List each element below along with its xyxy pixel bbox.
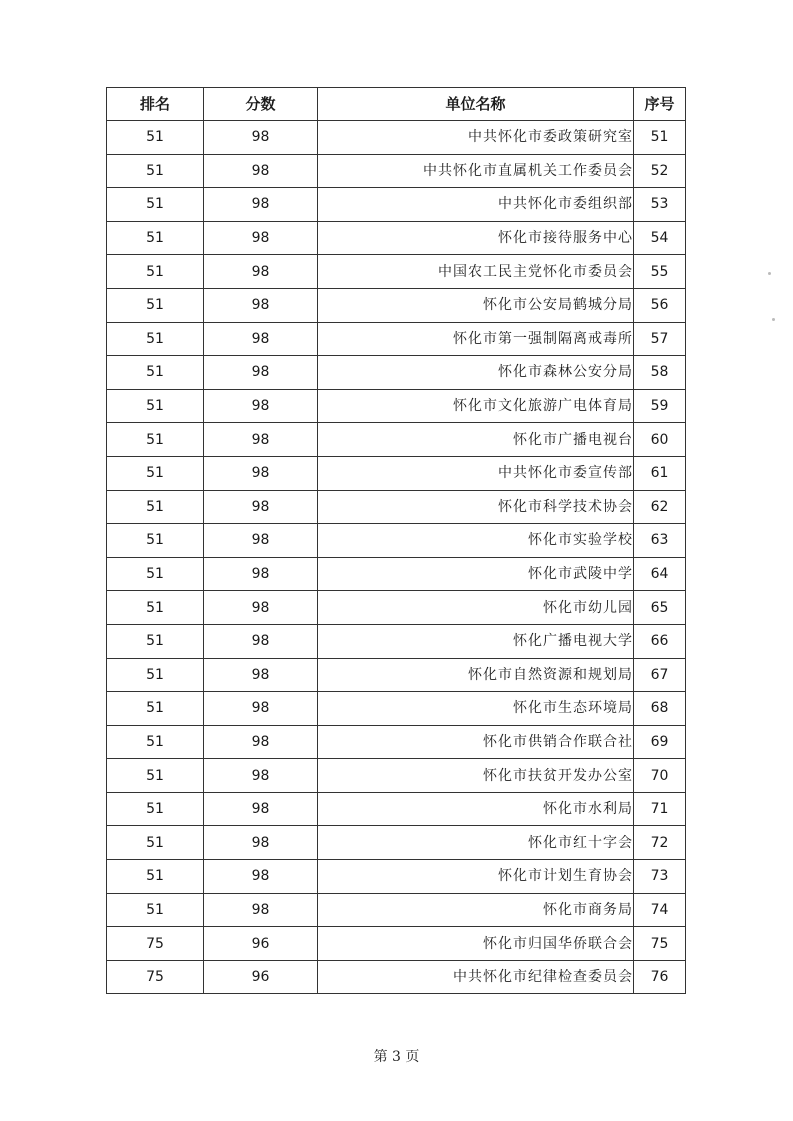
cell-name: 怀化市自然资源和规划局	[318, 658, 634, 692]
cell-no: 52	[634, 154, 686, 188]
cell-no: 57	[634, 322, 686, 356]
cell-score: 98	[204, 188, 318, 222]
cell-rank: 51	[107, 524, 204, 558]
cell-no: 69	[634, 725, 686, 759]
cell-no: 73	[634, 860, 686, 894]
cell-name: 怀化市归国华侨联合会	[318, 927, 634, 961]
cell-score: 98	[204, 288, 318, 322]
cell-no: 51	[634, 121, 686, 155]
cell-no: 62	[634, 490, 686, 524]
cell-score: 98	[204, 826, 318, 860]
table-row	[107, 524, 686, 558]
cell-rank: 51	[107, 557, 204, 591]
cell-rank: 51	[107, 456, 204, 490]
cell-name: 怀化市第一强制隔离戒毒所	[318, 322, 634, 356]
cell-rank: 51	[107, 154, 204, 188]
cell-no: 75	[634, 927, 686, 961]
cell-name: 怀化市公安局鹤城分局	[318, 288, 634, 322]
header-name: 单位名称	[318, 88, 634, 121]
table-row	[107, 826, 686, 860]
header-no: 序号	[634, 88, 686, 121]
score-table	[106, 87, 686, 994]
cell-name: 中共怀化市委政策研究室	[318, 121, 634, 155]
cell-score: 98	[204, 389, 318, 423]
cell-name: 中共怀化市纪律检查委员会	[318, 960, 634, 994]
cell-score: 98	[204, 725, 318, 759]
cell-score: 98	[204, 692, 318, 726]
cell-rank: 51	[107, 658, 204, 692]
cell-rank: 51	[107, 692, 204, 726]
cell-no: 59	[634, 389, 686, 423]
cell-name: 怀化市水利局	[318, 792, 634, 826]
table-header-row	[107, 88, 686, 121]
cell-rank: 51	[107, 725, 204, 759]
cell-rank: 51	[107, 356, 204, 390]
cell-score: 98	[204, 759, 318, 793]
cell-name: 怀化市实验学校	[318, 524, 634, 558]
cell-name: 怀化市文化旅游广电体育局	[318, 389, 634, 423]
cell-score: 98	[204, 322, 318, 356]
cell-no: 54	[634, 221, 686, 255]
cell-rank: 51	[107, 893, 204, 927]
cell-no: 72	[634, 826, 686, 860]
cell-rank: 75	[107, 927, 204, 961]
table-row	[107, 255, 686, 289]
cell-score: 98	[204, 456, 318, 490]
cell-no: 68	[634, 692, 686, 726]
cell-rank: 51	[107, 322, 204, 356]
cell-name: 怀化市计划生育协会	[318, 860, 634, 894]
table-row	[107, 960, 686, 994]
cell-score: 98	[204, 524, 318, 558]
cell-no: 64	[634, 557, 686, 591]
cell-name: 中共怀化市直属机关工作委员会	[318, 154, 634, 188]
cell-score: 98	[204, 893, 318, 927]
table-row	[107, 221, 686, 255]
table-row	[107, 624, 686, 658]
cell-no: 65	[634, 591, 686, 625]
cell-rank: 51	[107, 759, 204, 793]
cell-name: 怀化市武陵中学	[318, 557, 634, 591]
header-rank: 排名	[107, 88, 204, 121]
table-row	[107, 490, 686, 524]
table-row	[107, 692, 686, 726]
cell-rank: 51	[107, 188, 204, 222]
cell-name: 怀化市森林公安分局	[318, 356, 634, 390]
cell-name: 怀化市扶贫开发办公室	[318, 759, 634, 793]
table-row	[107, 759, 686, 793]
cell-no: 67	[634, 658, 686, 692]
page-number: 第 3 页	[373, 1049, 420, 1065]
cell-no: 63	[634, 524, 686, 558]
table-body	[107, 121, 686, 994]
cell-no: 71	[634, 792, 686, 826]
cell-no: 60	[634, 423, 686, 457]
cell-name: 怀化市幼儿园	[318, 591, 634, 625]
cell-score: 98	[204, 121, 318, 155]
cell-score: 98	[204, 356, 318, 390]
cell-name: 怀化市商务局	[318, 893, 634, 927]
table-row	[107, 423, 686, 457]
cell-score: 98	[204, 658, 318, 692]
cell-no: 55	[634, 255, 686, 289]
cell-name: 中共怀化市委组织部	[318, 188, 634, 222]
cell-rank: 51	[107, 591, 204, 625]
cell-no: 56	[634, 288, 686, 322]
scan-speck	[768, 272, 771, 275]
cell-rank: 51	[107, 288, 204, 322]
table-row	[107, 725, 686, 759]
cell-name: 怀化市接待服务中心	[318, 221, 634, 255]
cell-name: 怀化市生态环境局	[318, 692, 634, 726]
cell-score: 98	[204, 221, 318, 255]
cell-no: 76	[634, 960, 686, 994]
cell-no: 58	[634, 356, 686, 390]
cell-rank: 51	[107, 255, 204, 289]
cell-score: 98	[204, 423, 318, 457]
table-row	[107, 792, 686, 826]
cell-score: 98	[204, 792, 318, 826]
cell-score: 98	[204, 624, 318, 658]
cell-no: 74	[634, 893, 686, 927]
cell-no: 70	[634, 759, 686, 793]
scan-speck	[772, 318, 775, 321]
cell-rank: 51	[107, 624, 204, 658]
table-row	[107, 456, 686, 490]
cell-score: 98	[204, 490, 318, 524]
cell-score: 96	[204, 927, 318, 961]
cell-rank: 51	[107, 121, 204, 155]
cell-name: 怀化市供销合作联合社	[318, 725, 634, 759]
table-row	[107, 121, 686, 155]
cell-rank: 51	[107, 792, 204, 826]
cell-score: 98	[204, 591, 318, 625]
header-score: 分数	[204, 88, 318, 121]
cell-name: 怀化市广播电视台	[318, 423, 634, 457]
cell-name: 怀化市科学技术协会	[318, 490, 634, 524]
cell-score: 96	[204, 960, 318, 994]
cell-no: 53	[634, 188, 686, 222]
cell-name: 怀化广播电视大学	[318, 624, 634, 658]
cell-name: 中国农工民主党怀化市委员会	[318, 255, 634, 289]
cell-score: 98	[204, 154, 318, 188]
table-row	[107, 322, 686, 356]
cell-score: 98	[204, 860, 318, 894]
cell-name: 怀化市红十字会	[318, 826, 634, 860]
table-row	[107, 658, 686, 692]
table-row	[107, 927, 686, 961]
cell-name: 中共怀化市委宣传部	[318, 456, 634, 490]
cell-rank: 75	[107, 960, 204, 994]
cell-score: 98	[204, 557, 318, 591]
cell-score: 98	[204, 255, 318, 289]
cell-no: 61	[634, 456, 686, 490]
cell-no: 66	[634, 624, 686, 658]
table-row	[107, 188, 686, 222]
table-row	[107, 860, 686, 894]
table-row	[107, 389, 686, 423]
cell-rank: 51	[107, 221, 204, 255]
table-row	[107, 154, 686, 188]
table-row	[107, 893, 686, 927]
cell-rank: 51	[107, 389, 204, 423]
cell-rank: 51	[107, 826, 204, 860]
table-row	[107, 356, 686, 390]
cell-rank: 51	[107, 423, 204, 457]
cell-rank: 51	[107, 860, 204, 894]
table-row	[107, 288, 686, 322]
table-row	[107, 591, 686, 625]
table-row	[107, 557, 686, 591]
cell-rank: 51	[107, 490, 204, 524]
